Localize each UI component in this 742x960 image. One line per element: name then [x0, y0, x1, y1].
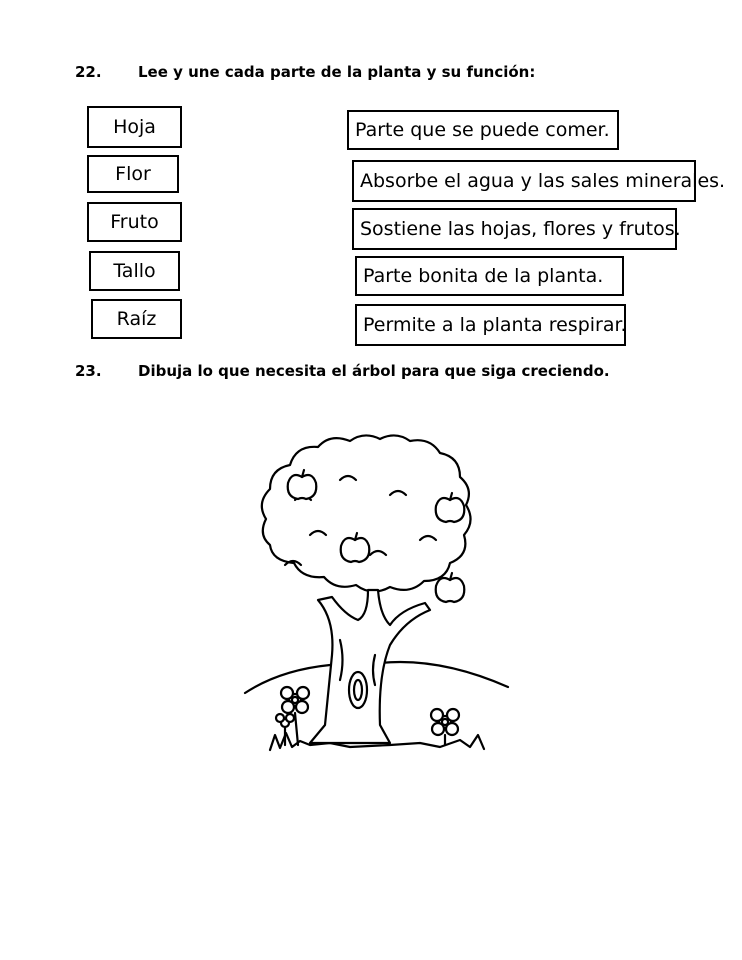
question-23-number: 23. — [75, 362, 102, 380]
function-box-3[interactable] — [352, 208, 681, 250]
part-label: Fruto — [110, 211, 159, 233]
question-22-number: 22. — [75, 63, 102, 81]
hill-line — [380, 662, 508, 687]
function-box-1[interactable] — [347, 110, 619, 150]
part-box-raiz[interactable] — [91, 299, 182, 339]
tree-trunk — [310, 590, 430, 743]
part-box-fruto[interactable] — [87, 202, 182, 242]
function-box-2[interactable] — [352, 160, 726, 202]
function-label: Absorbe el agua y las sales minerales. — [360, 170, 726, 192]
part-label: Raíz — [116, 308, 157, 330]
part-label: Hoja — [113, 116, 156, 138]
part-box-tallo[interactable] — [89, 251, 180, 291]
function-box-5[interactable] — [355, 304, 626, 346]
part-label: Flor — [115, 163, 151, 185]
flower-icon — [276, 714, 294, 745]
question-23-text: Dibuja lo que necesita el árbol para que siga creciendo. — [138, 362, 610, 380]
function-label: Sostiene las hojas, flores y frutos. — [360, 218, 681, 240]
function-label: Permite a la planta respirar. — [363, 314, 627, 336]
flower-icon — [431, 709, 459, 745]
function-label: Parte que se puede comer. — [355, 119, 610, 141]
question-22-text: Lee y une cada parte de la planta y su función: — [138, 63, 536, 81]
function-box-4[interactable] — [355, 256, 624, 296]
tree-with-apples-icon — [240, 425, 515, 765]
part-box-hoja[interactable] — [87, 106, 182, 148]
part-label: Tallo — [113, 260, 156, 282]
part-box-flor[interactable] — [87, 155, 179, 193]
function-label: Parte bonita de la planta. — [363, 265, 604, 287]
